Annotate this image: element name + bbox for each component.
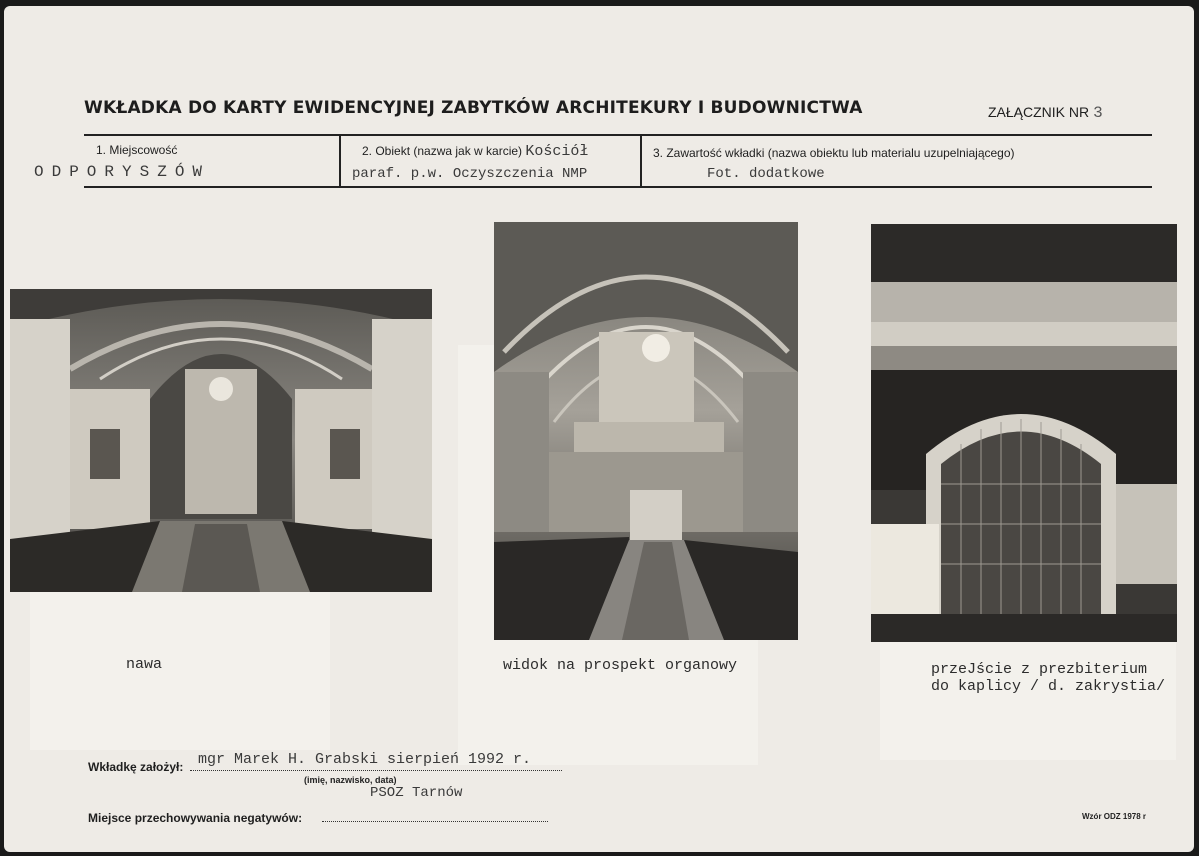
- object-value-first-line: Kościół: [525, 143, 589, 160]
- card-title: WKŁADKA DO KARTY EWIDENCYJNEJ ZABYTKÓW ARCHITEKURY I BUDOWNICTWA: [84, 98, 863, 118]
- locality-value: ODPORYSZÓW: [34, 163, 211, 181]
- photo-passage: [871, 224, 1177, 642]
- organ-photo-image: [494, 222, 798, 640]
- content-value: Fot. dodatkowe: [707, 166, 825, 182]
- photo-organ: [494, 222, 798, 640]
- negatives-label: Miejsce przechowywania negatywów:: [88, 811, 303, 825]
- annex-label: [988, 104, 1103, 122]
- caption-organ: widok na prospekt organowy: [503, 657, 738, 674]
- caption-passage-line2: do kaplicy / d. zakrystia/: [931, 678, 1166, 695]
- author-value: mgr Marek H. Grabski sierpień 1992 r.: [198, 751, 532, 768]
- author-label: Wkładkę założył:: [88, 760, 184, 774]
- photo-mount-3: [880, 640, 1176, 760]
- negatives-line: [322, 821, 548, 822]
- locality-label: 1. Miejscowość: [96, 143, 178, 157]
- storage-value: PSOZ Tarnów: [370, 785, 463, 801]
- object-label: [362, 143, 588, 160]
- annex-number: 3: [1093, 104, 1103, 122]
- photo-nave: [10, 289, 432, 592]
- photo-mount-1: [30, 590, 330, 750]
- object-label-text: 2. Obiekt (nazwa jak w karcie): [362, 144, 523, 158]
- caption-passage-line1: przeJście z prezbiterium: [931, 661, 1148, 678]
- passage-photo-image: [871, 224, 1177, 642]
- header-bottom-rule: [84, 186, 1152, 188]
- form-code: Wzór ODZ 1978 r: [1082, 812, 1147, 821]
- field-divider-1: [339, 134, 341, 188]
- author-hint: (imię, nazwisko, data): [304, 775, 397, 785]
- author-line: [190, 770, 562, 771]
- object-value-second-line: paraf. p.w. Oczyszczenia NMP: [352, 166, 588, 182]
- caption-nave: nawa: [126, 656, 163, 673]
- content-label: 3. Zawartość wkładki (nazwa obiektu lub materialu uzupelniającego): [653, 146, 1015, 160]
- header-top-rule: [84, 134, 1152, 136]
- field-divider-2: [640, 134, 642, 188]
- annex-label-text: ZAŁĄCZNIK NR: [988, 104, 1090, 120]
- nave-photo-image: [10, 289, 432, 592]
